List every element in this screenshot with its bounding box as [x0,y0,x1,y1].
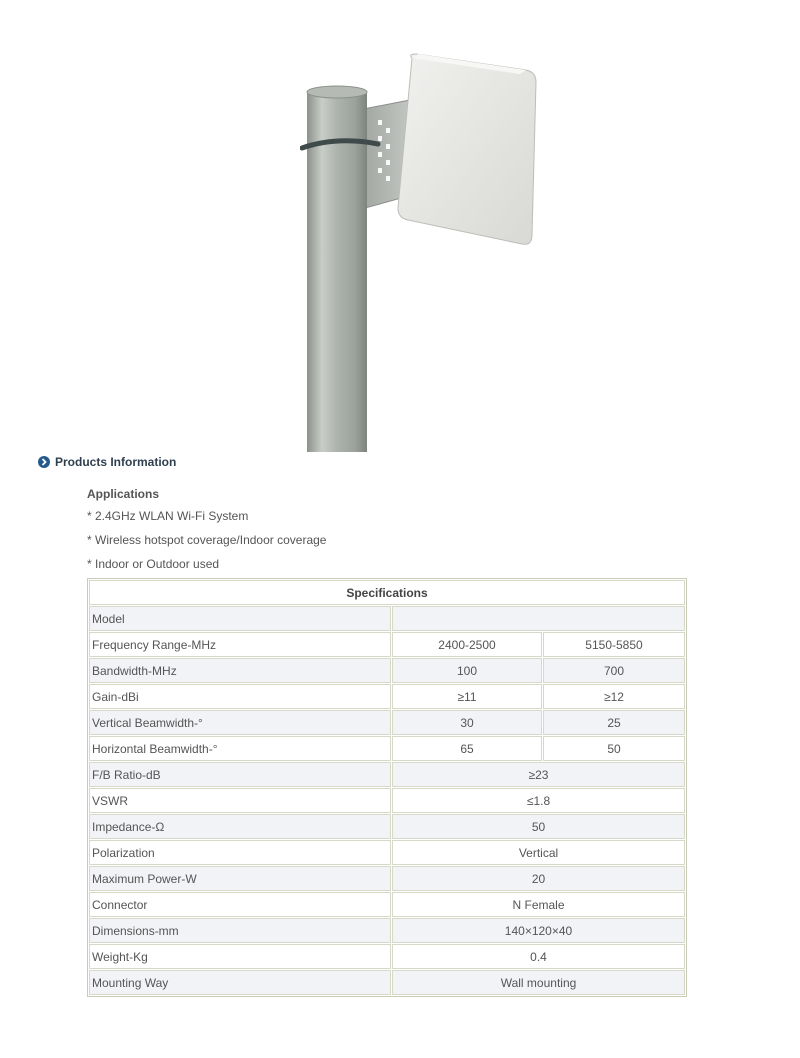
specifications-table [87,578,687,997]
spec-value: 0.4 [392,944,685,969]
spec-label: F/B Ratio-dB [89,762,391,787]
table-row [89,606,685,631]
table-row [89,944,685,969]
spec-value: Vertical [392,840,685,865]
spec-label: Polarization [89,840,391,865]
spec-value: 5150-5850 [543,632,685,657]
spec-value: 65 [392,736,542,761]
application-item: * Wireless hotspot coverage/Indoor coverage [87,533,327,547]
spec-value: 2400-2500 [392,632,542,657]
table-row [89,866,685,891]
chevron-right-icon [38,456,50,468]
table-row [89,814,685,839]
spec-value: 100 [392,658,542,683]
spec-value: ≥11 [392,684,542,709]
spec-label: Model [89,606,391,631]
spec-value [392,606,685,631]
table-row [89,840,685,865]
spec-value: ≥12 [543,684,685,709]
spec-label: Connector [89,892,391,917]
spec-label: Maximum Power-W [89,866,391,891]
table-row [89,684,685,709]
spec-label: Horizontal Beamwidth-° [89,736,391,761]
spec-label: Dimensions-mm [89,918,391,943]
spec-value: ≤1.8 [392,788,685,813]
table-row [89,970,685,995]
table-row [89,788,685,813]
table-row [89,736,685,761]
table-row [89,918,685,943]
applications-block [87,484,326,576]
spec-label: VSWR [89,788,391,813]
spec-value: 20 [392,866,685,891]
spec-label: Gain-dBi [89,684,391,709]
table-row [89,710,685,735]
application-item: * Indoor or Outdoor used [87,557,220,571]
spec-value: 50 [392,814,685,839]
product-image [300,40,540,452]
section-title: Products Information [55,455,177,469]
table-row [89,658,685,683]
application-item: * 2.4GHz WLAN Wi-Fi System [87,509,249,523]
table-row [89,632,685,657]
specifications-title: Specifications [89,580,685,605]
spec-value: Wall mounting [392,970,685,995]
spec-label: Bandwidth-MHz [89,658,391,683]
spec-label: Vertical Beamwidth-° [89,710,391,735]
table-row [89,762,685,787]
spec-label: Frequency Range-MHz [89,632,391,657]
applications-title: Applications [87,487,160,501]
table-row [89,892,685,917]
products-information-header [38,453,176,471]
spec-value: 30 [392,710,542,735]
spec-value: 50 [543,736,685,761]
spec-label: Weight-Kg [89,944,391,969]
spec-value: 140×120×40 [392,918,685,943]
spec-label: Mounting Way [89,970,391,995]
spec-value: N Female [392,892,685,917]
spec-value: 25 [543,710,685,735]
spec-label: Impedance-Ω [89,814,391,839]
spec-value: ≥23 [392,762,685,787]
spec-value: 700 [543,658,685,683]
